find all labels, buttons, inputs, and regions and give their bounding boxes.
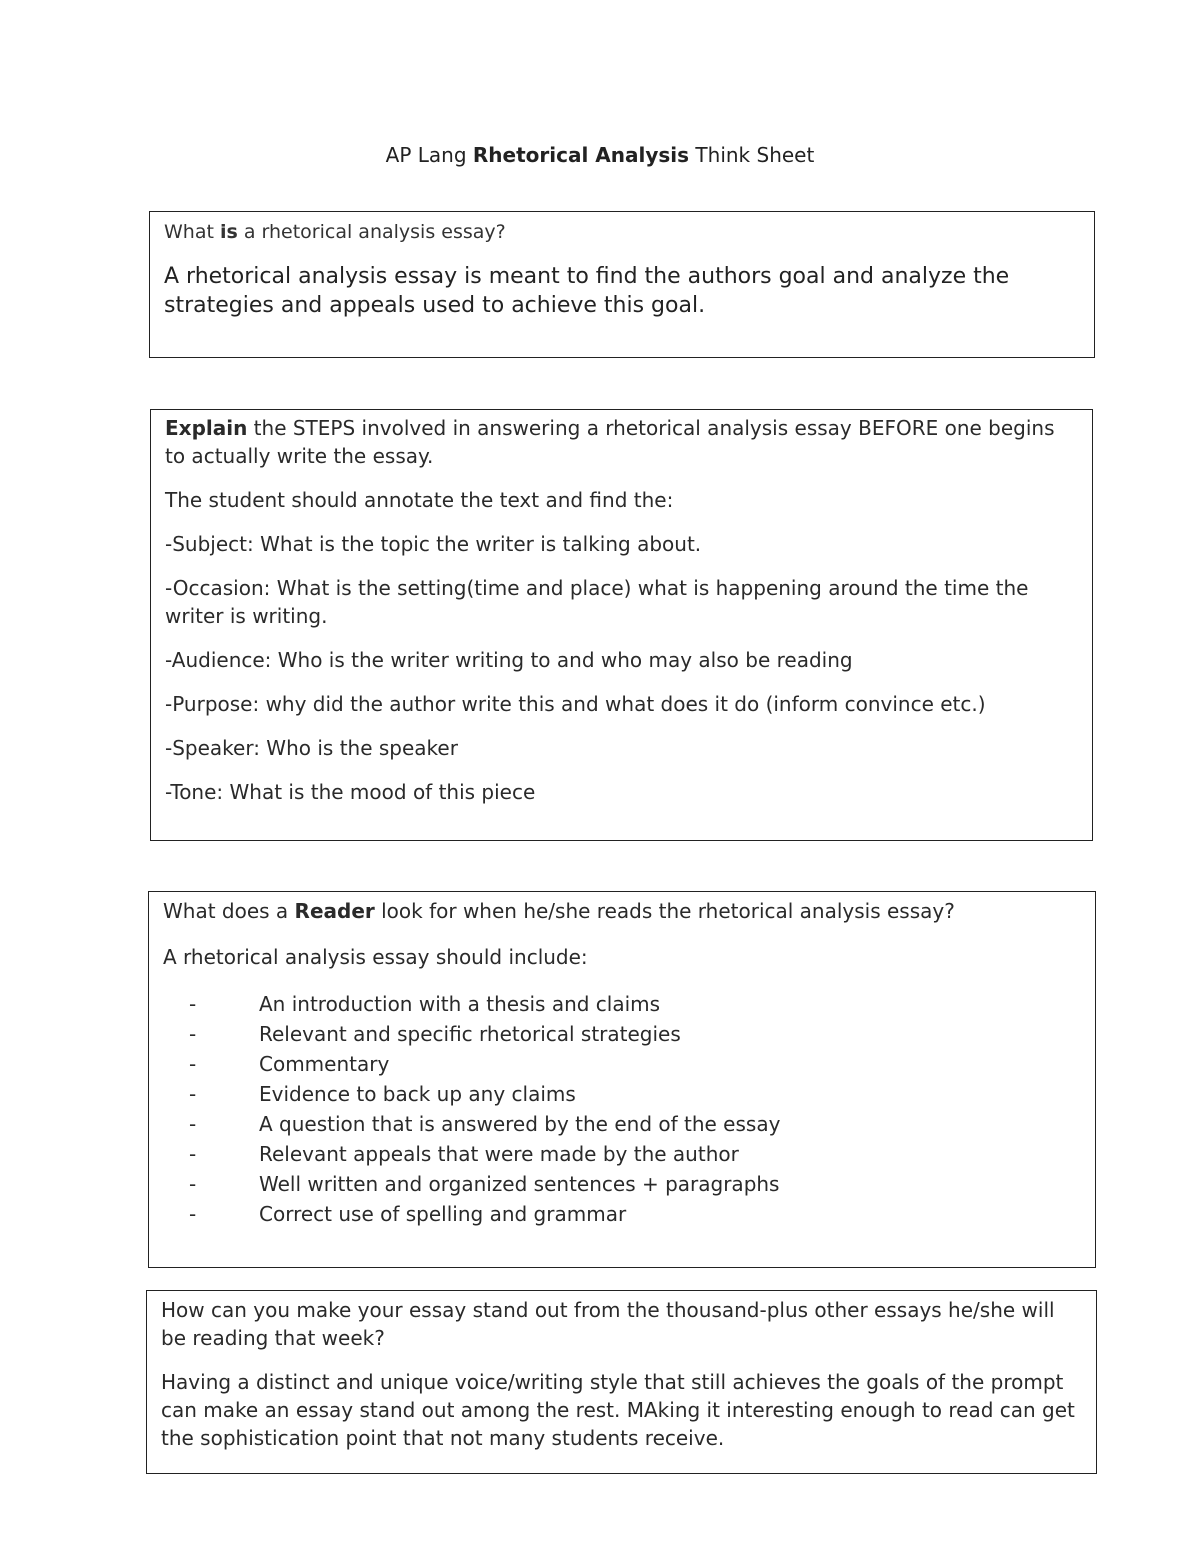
bullet-dash: - <box>189 1022 197 1046</box>
reader-question <box>163 897 1081 925</box>
bullet-dash: - <box>189 992 197 1016</box>
standout-question: How can you make your essay stand out from the thousand-plus other essays he/she will be reading that week? <box>161 1298 1055 1350</box>
title-suffix: Think Sheet <box>689 143 815 167</box>
reader-list <box>163 989 1081 1229</box>
bullet-dash: - <box>189 1142 197 1166</box>
step-audience: -Audience: Who is the writer writing to and who may also be reading <box>165 648 853 672</box>
list-item <box>179 1139 1081 1169</box>
steps-question-post: the STEPS involved in answering a rhetorical analysis essay BEFORE one begins to actually write the essay. <box>165 416 1055 468</box>
reader-intro: A rhetorical analysis essay should include: <box>163 945 588 969</box>
steps-question <box>165 414 1078 470</box>
list-item-text: Well written and organized sentences + paragraphs <box>259 1172 780 1196</box>
list-item <box>179 1109 1081 1139</box>
list-item-text: Commentary <box>259 1052 390 1076</box>
bullet-dash: - <box>189 1112 197 1136</box>
list-item <box>179 1169 1081 1199</box>
title-prefix: AP Lang <box>385 143 473 167</box>
step-subject: -Subject: What is the topic the writer is talking about. <box>165 532 702 556</box>
reader-box <box>148 891 1096 1268</box>
list-item <box>179 1019 1081 1049</box>
definition-box <box>149 211 1095 358</box>
list-item-text: Correct use of spelling and grammar <box>259 1202 627 1226</box>
steps-intro: The student should annotate the text and find the: <box>165 488 674 512</box>
list-item-text: Evidence to back up any claims <box>259 1082 576 1106</box>
definition-question <box>164 218 1080 246</box>
list-item-text: Relevant appeals that were made by the author <box>259 1142 739 1166</box>
page-title <box>0 140 1200 170</box>
definition-answer: A rhetorical analysis essay is meant to find the authors goal and analyze the strategies and appeals used to achieve this goal. <box>164 264 1010 318</box>
steps-box <box>150 409 1093 841</box>
list-item <box>179 989 1081 1019</box>
standout-box <box>146 1290 1097 1474</box>
bullet-dash: - <box>189 1052 197 1076</box>
list-item-text: Relevant and specific rhetorical strategies <box>259 1022 681 1046</box>
bullet-dash: - <box>189 1082 197 1106</box>
reader-question-pre: What does a <box>163 899 295 923</box>
steps-question-bold: Explain <box>165 416 248 440</box>
bullet-dash: - <box>189 1202 197 1226</box>
step-purpose: -Purpose: why did the author write this and what does it do (inform convince etc.) <box>165 692 986 716</box>
list-item <box>179 1079 1081 1109</box>
step-occasion: -Occasion: What is the setting(time and place) what is happening around the time the writer is writing. <box>165 576 1029 628</box>
definition-question-post: a rhetorical analysis essay? <box>237 221 506 243</box>
definition-question-pre: What <box>164 221 220 243</box>
reader-question-post: look for when he/she reads the rhetorical analysis essay? <box>374 899 955 923</box>
definition-question-bold: is <box>219 221 238 243</box>
step-tone: -Tone: What is the mood of this piece <box>165 780 536 804</box>
bullet-dash: - <box>189 1172 197 1196</box>
list-item-text: An introduction with a thesis and claims <box>259 992 661 1016</box>
standout-answer: Having a distinct and unique voice/writing style that still achieves the goals of the prompt can make an essay stand out among the rest. MAking it interesting enough to read can get the sophistication point that not many students receive. <box>161 1370 1075 1450</box>
list-item-text: A question that is answered by the end of the essay <box>259 1112 781 1136</box>
list-item <box>179 1199 1081 1229</box>
reader-question-bold: Reader <box>294 899 375 923</box>
list-item <box>179 1049 1081 1079</box>
title-bold: Rhetorical Analysis <box>472 143 690 167</box>
step-speaker: -Speaker: Who is the speaker <box>165 736 458 760</box>
